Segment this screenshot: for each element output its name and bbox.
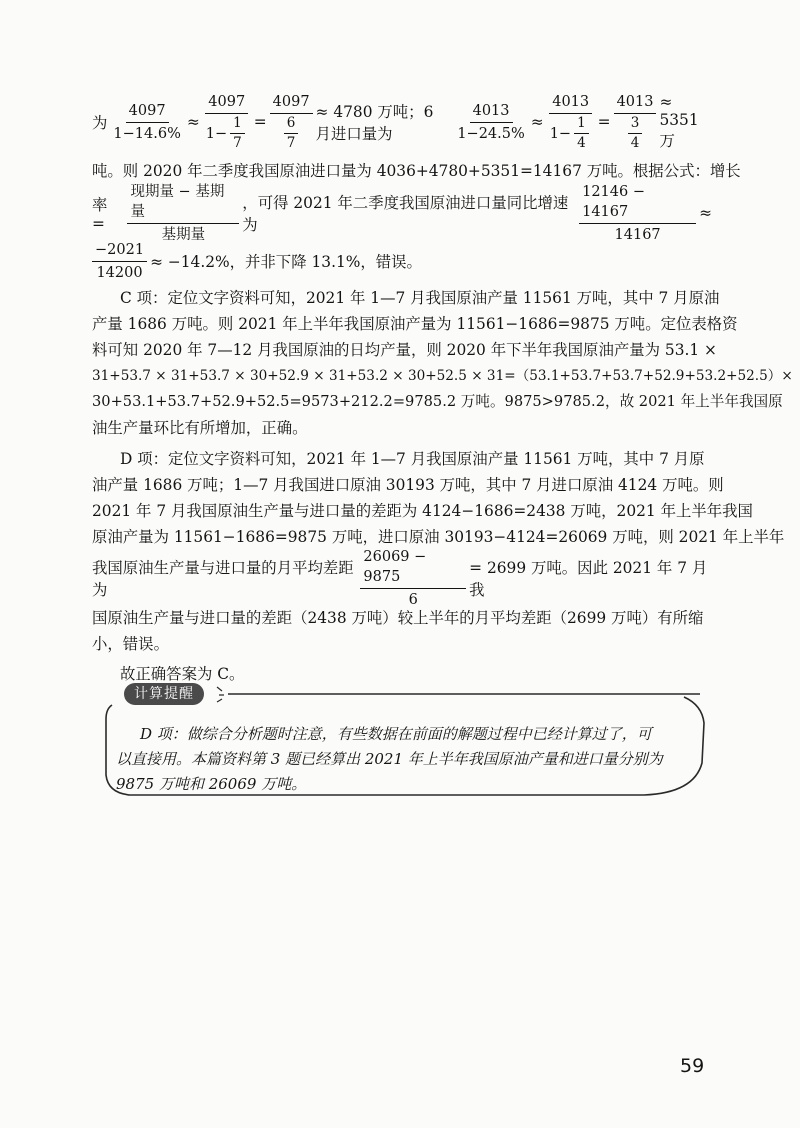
tip-line: 以直接用。本篇资料第 3 题已经算出 2021 年上半年我国原油产量和进口量分别为 [116, 750, 663, 768]
denominator: 基期量 [161, 226, 206, 243]
c-item-line: 产量 1686 万吨。则 2021 年上半年我国原油产量为 11561−1686=9875 万吨。定位表格资 [92, 315, 738, 333]
denominator [547, 114, 595, 152]
denominator: 14200 [96, 264, 143, 281]
numerator: 12146 − 14167 [579, 182, 696, 224]
numerator: 4097 [205, 92, 248, 114]
denominator: 6 [408, 591, 418, 608]
denominator: 7 [286, 135, 296, 151]
fraction [284, 115, 299, 152]
numerator: 4013 [549, 92, 592, 114]
fraction [110, 101, 183, 144]
answer-line: 故正确答案为 C。 [120, 665, 245, 683]
denominator [622, 114, 649, 152]
calculation-tip-box [104, 683, 709, 805]
text: 我国原油生产量与进口量的月平均差距为 [92, 559, 354, 599]
tip-line: D 项：做综合分析题时注意，有些数据在前面的解题过程中已经计算过了，可 [140, 725, 652, 743]
fraction [547, 92, 595, 152]
fraction [230, 115, 245, 152]
fraction [127, 182, 239, 245]
numerator: 3 [628, 115, 643, 134]
denominator [278, 114, 305, 152]
fraction [203, 92, 251, 152]
denominator: 14167 [614, 226, 661, 243]
text: ≈ −14.2%，并非下降 13.1%，错误。 [150, 253, 422, 271]
numerator: 6 [284, 115, 299, 134]
text: 为 [92, 114, 108, 132]
equals-sign: = [597, 113, 611, 131]
d-item-line: 国原油生产量与进口量的差距（2438 万吨）较上半年的月平均差距（2699 万吨）有所缩 [92, 609, 704, 627]
denominator: 4 [630, 135, 640, 151]
approx-sign: ≈ [530, 113, 544, 131]
numerator: 26069 − 9875 [360, 547, 466, 589]
denominator [203, 114, 251, 152]
denominator: 4 [577, 135, 586, 151]
approx-sign: ≈ [186, 113, 200, 131]
numerator: 4097 [270, 92, 313, 114]
paragraph-line: 吨。则 2020 年二季度我国原油进口量为 4036+4780+5351=14167 万吨。根据公式：增长 [92, 162, 741, 180]
denominator: 1−14.6% [113, 125, 181, 142]
formula-line-4 [92, 238, 712, 284]
fraction [628, 115, 643, 152]
text: 1− [549, 125, 572, 142]
numerator: 1 [230, 115, 245, 134]
fraction [270, 92, 313, 152]
numerator: 现期量 − 基期量 [127, 182, 239, 224]
fraction [454, 101, 527, 144]
text: ≈ 5351 万 [659, 93, 699, 150]
numerator: 4097 [126, 101, 169, 123]
d-item-formula-line [92, 548, 712, 608]
text: = 2699 万吨。因此 2021 年 7 月我 [469, 559, 708, 599]
c-item-line: 30+53.1+53.7+52.9+52.5=9573+212.2=9785.2 万吨。9875>9785.2，故 2021 年上半年我国原 [92, 393, 783, 410]
fraction [574, 115, 589, 152]
c-item-line: 31+53.7 × 31+53.7 × 30+52.9 × 31+53.2 × 30+52.5 × 31=（53.1+53.7+53.7+52.9+53.2+52.5）× [92, 368, 793, 384]
fraction [579, 182, 696, 245]
text: 1− [205, 125, 228, 142]
numerator: 4013 [470, 101, 513, 123]
page-number: 59 [680, 1055, 705, 1077]
numerator: −2021 [92, 240, 147, 262]
c-item-line: C 项：定位文字资料可知，2021 年 1—7 月我国原油产量 11561 万吨，其中 7 月原油 [120, 289, 720, 307]
fraction [360, 547, 466, 610]
c-item-line: 油生产量环比有所增加，正确。 [92, 419, 308, 437]
formula-line-1 [92, 90, 712, 154]
denominator: 7 [233, 135, 242, 151]
equals-sign: = [253, 113, 267, 131]
d-item-line: 原油产量为 11561−1686=9875 万吨，进口原油 30193−4124=26069 万吨，则 2021 年上半年 [92, 528, 785, 546]
d-item-line: 2021 年 7 月我国原油生产量与进口量的差距为 4124−1686=2438 万吨，2021 年上半年我国 [92, 502, 753, 520]
c-item-line: 料可知 2020 年 7—12 月我国原油的日均产量，则 2020 年下半年我国原油产量为 53.1 × [92, 341, 717, 359]
text: ≈ [699, 204, 712, 222]
text: ≈ 4780 万吨；6 月进口量为 [315, 103, 434, 143]
numerator: 4013 [614, 92, 657, 114]
tip-title-badge: 计算提醒 [124, 683, 204, 705]
numerator: 1 [574, 115, 589, 134]
fraction [92, 240, 147, 283]
fraction [614, 92, 657, 152]
text: 率 = [92, 196, 108, 233]
text: ，可得 2021 年二季度我国原油进口量同比增速为 [242, 194, 569, 234]
formula-line-3 [92, 183, 712, 243]
denominator: 1−24.5% [457, 125, 525, 142]
tip-line: 9875 万吨和 26069 万吨。 [116, 775, 307, 793]
d-item-line: D 项：定位文字资料可知，2021 年 1—7 月我国原油产量 11561 万吨，其中 7 月原 [120, 450, 705, 468]
d-item-line: 小，错误。 [92, 635, 169, 653]
d-item-line: 油产量 1686 万吨；1—7 月我国进口原油 30193 万吨，其中 7 月进口原油 4124 万吨。则 [92, 476, 724, 494]
